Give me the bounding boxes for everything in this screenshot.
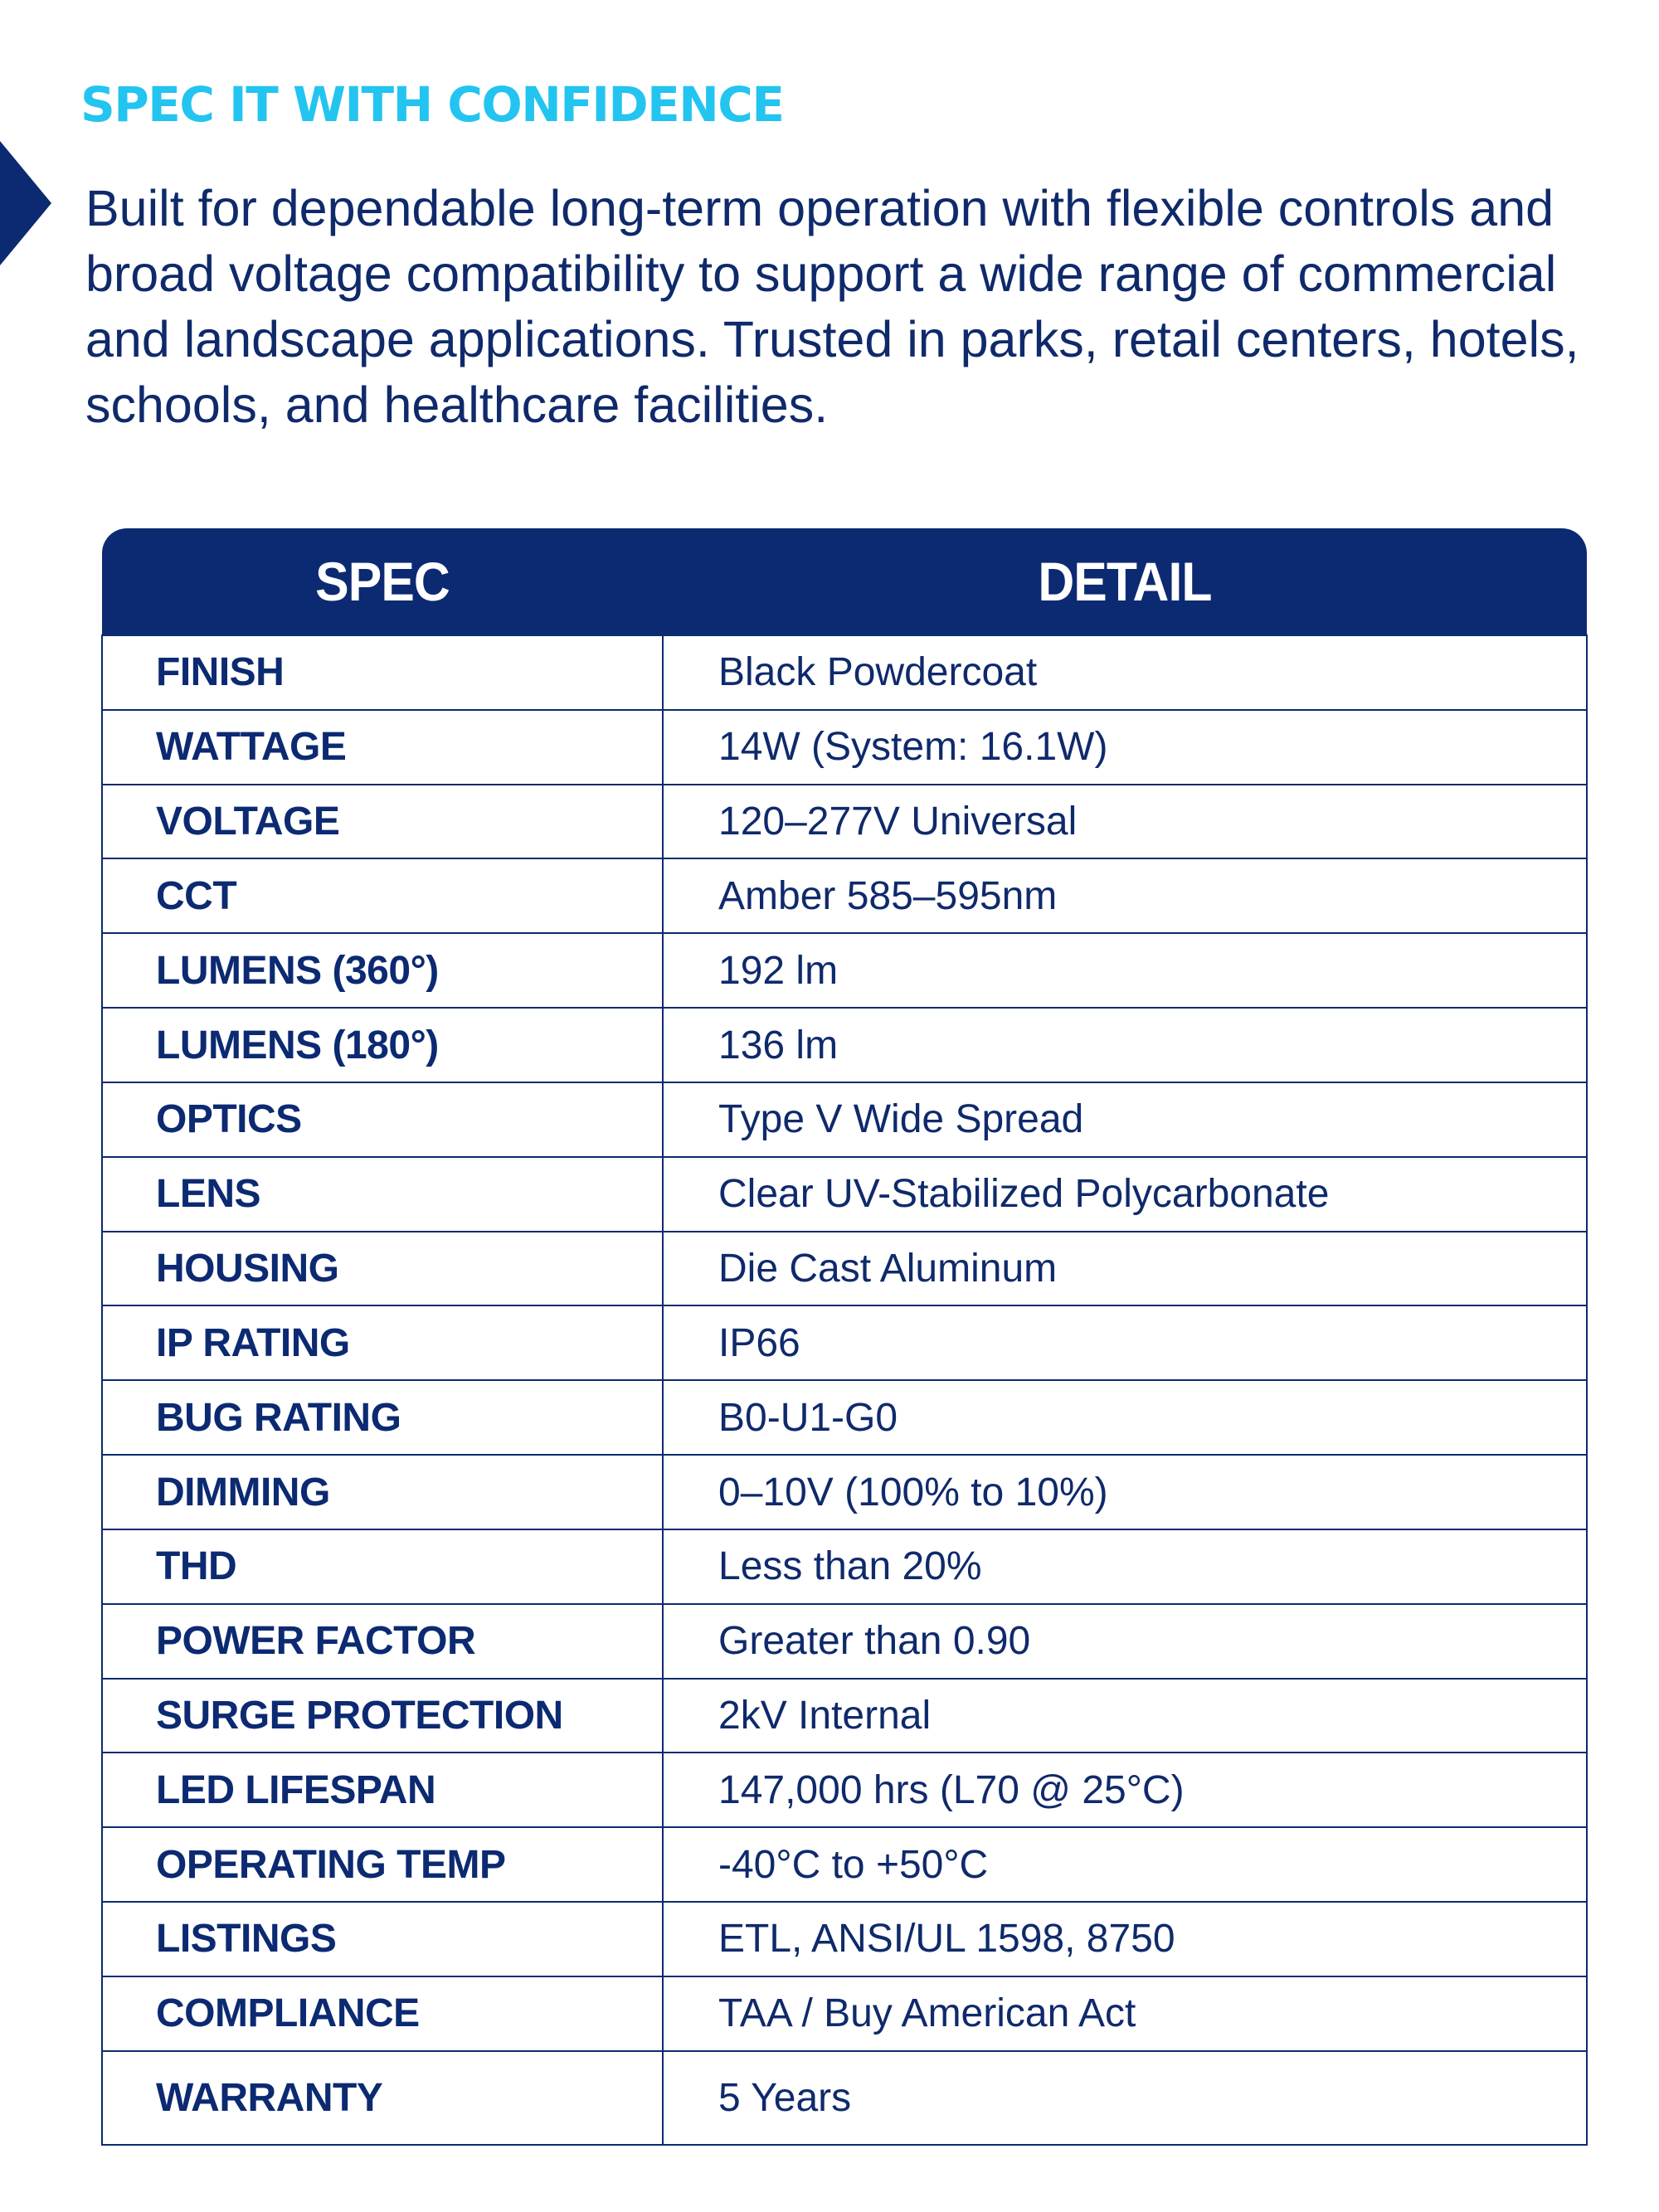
spec-label: SURGE PROTECTION [102,1679,663,1753]
spec-label: VOLTAGE [102,785,663,859]
table-row [102,1529,1587,1604]
spec-detail: B0-U1-G0 [663,1380,1587,1455]
table-row [102,1753,1587,1827]
table-row [102,1232,1587,1306]
table-row [102,1679,1587,1753]
table-row [102,710,1587,785]
spec-detail: ETL, ANSI/UL 1598, 8750 [663,1902,1587,1976]
table-row [102,1902,1587,1976]
spec-detail: Greater than 0.90 [663,1604,1587,1679]
spec-detail: Black Powdercoat [663,635,1587,710]
spec-label: WATTAGE [102,710,663,785]
table-row [102,635,1587,710]
spec-detail: Type V Wide Spread [663,1082,1587,1157]
spec-label: LENS [102,1157,663,1232]
table-row [102,1082,1587,1157]
table-row [102,1827,1587,1902]
table-row [102,2051,1587,2145]
spec-detail: Die Cast Aluminum [663,1232,1587,1306]
spec-detail: 5 Years [663,2051,1587,2145]
spec-label: DIMMING [102,1455,663,1529]
spec-label: POWER FACTOR [102,1604,663,1679]
spec-detail: Clear UV-Stabilized Polycarbonate [663,1157,1587,1232]
table-row [102,1455,1587,1529]
table-row [102,858,1587,933]
spec-table [101,528,1588,2146]
spec-label: COMPLIANCE [102,1976,663,2051]
spec-label: OPERATING TEMP [102,1827,663,1902]
spec-label: THD [102,1529,663,1604]
table-row [102,785,1587,859]
spec-detail: Amber 585–595nm [663,858,1587,933]
table-row [102,1305,1587,1380]
spec-label: FINISH [102,635,663,710]
spec-detail: 14W (System: 16.1W) [663,710,1587,785]
table-row [102,1604,1587,1679]
spec-table-body [102,635,1587,2145]
table-row [102,1157,1587,1232]
spec-detail: 147,000 hrs (L70 @ 25°C) [663,1753,1587,1827]
column-header-spec: SPEC [124,528,640,635]
spec-label: LISTINGS [102,1902,663,1976]
spec-detail: 2kV Internal [663,1679,1587,1753]
spec-table-header [102,528,1587,635]
spec-detail: TAA / Buy American Act [663,1976,1587,2051]
table-row [102,933,1587,1008]
spec-detail: Less than 20% [663,1529,1587,1604]
spec-detail: -40°C to +50°C [663,1827,1587,1902]
table-row [102,1976,1587,2051]
accent-chevron-shape [0,141,51,265]
spec-detail: 120–277V Universal [663,785,1587,859]
section-heading: SPEC IT WITH CONFIDENCE [80,76,784,133]
spec-label: HOUSING [102,1232,663,1306]
spec-label: WARRANTY [102,2051,663,2145]
spec-detail: IP66 [663,1305,1587,1380]
table-row [102,1008,1587,1082]
spec-detail: 0–10V (100% to 10%) [663,1455,1587,1529]
spec-label: IP RATING [102,1305,663,1380]
spec-detail: 192 lm [663,933,1587,1008]
spec-label: LED LIFESPAN [102,1753,663,1827]
spec-label: CCT [102,858,663,933]
spec-label: OPTICS [102,1082,663,1157]
spec-detail: 136 lm [663,1008,1587,1082]
spec-label: BUG RATING [102,1380,663,1455]
table-row [102,1380,1587,1455]
column-header-detail: DETAIL [700,528,1550,635]
spec-label: LUMENS (180°) [102,1008,663,1082]
spec-label: LUMENS (360°) [102,933,663,1008]
intro-paragraph: Built for dependable long-term operation with flexible controls and broad voltage compatibility to support a wide range of commercial and landscape applications. Trusted in parks, retail centers, hotels, schools, and healthcare facilities. [85,180,1579,433]
